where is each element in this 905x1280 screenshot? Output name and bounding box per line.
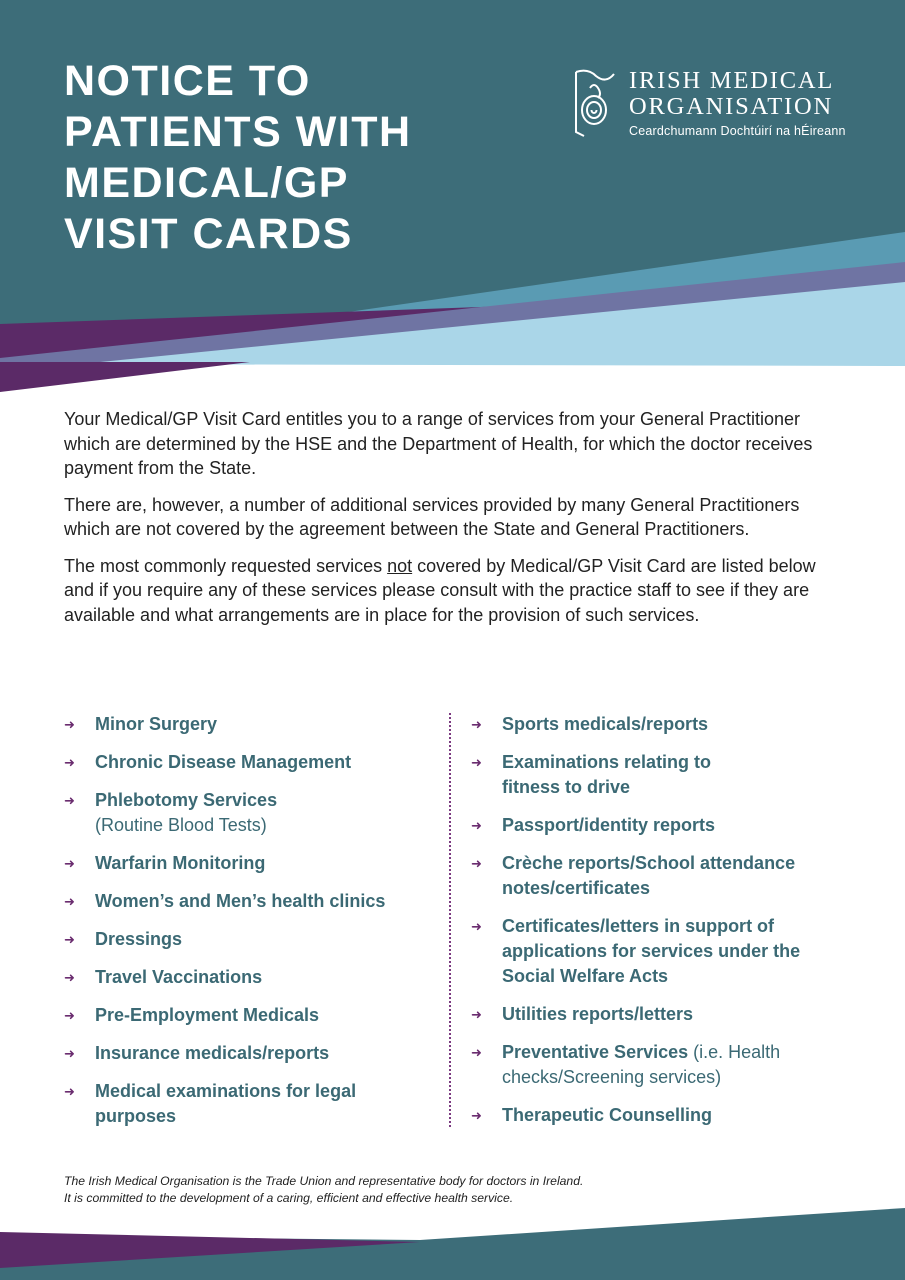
- list-item: [64, 889, 442, 914]
- arrow-right-icon: ➜: [64, 1084, 75, 1099]
- arrow-right-icon: ➜: [64, 1008, 75, 1023]
- intro-text: [64, 407, 834, 639]
- list-item: [471, 1103, 871, 1128]
- list-item: [64, 1041, 442, 1066]
- arrow-right-icon: ➜: [471, 1007, 482, 1022]
- service-name: Travel Vaccinations: [95, 967, 263, 987]
- intro-paragraph-1: Your Medical/GP Visit Card entitles you to a range of services from your General Practitioner which are determined by the HSE and the Department of Health, for which the doctor receives payment from the State.: [64, 409, 813, 478]
- list-item: [64, 750, 442, 775]
- list-item: [471, 750, 732, 800]
- service-name: Medical examinations for legal purposes: [95, 1081, 357, 1126]
- page-title: [64, 56, 412, 260]
- service-note: (Routine Blood Tests): [95, 815, 267, 835]
- list-item: [471, 1040, 852, 1090]
- list-item: [64, 1003, 442, 1028]
- service-name: Certificates/letters in support of applications for services under the Social Welfare Acts: [502, 916, 801, 986]
- arrow-right-icon: ➜: [64, 717, 75, 732]
- title-line: MEDICAL/GP: [64, 159, 349, 207]
- service-name: Minor Surgery: [95, 714, 218, 734]
- footer-background: [0, 1200, 905, 1280]
- list-item: [471, 1002, 871, 1027]
- arrow-right-icon: ➜: [64, 1046, 75, 1061]
- arrow-right-icon: ➜: [64, 793, 75, 808]
- services-list-left: [64, 712, 442, 1142]
- harp-spiral-icon: [570, 66, 622, 140]
- intro-p3-emphasis: not: [387, 555, 413, 576]
- list-item: [471, 712, 871, 737]
- title-line: VISIT CARDS: [64, 210, 353, 258]
- column-divider: [449, 713, 451, 1127]
- service-note: (i.e. Health checks/Screening services): [502, 1042, 781, 1087]
- list-item: [64, 965, 442, 990]
- imo-logo: [570, 66, 860, 146]
- arrow-right-icon: ➜: [471, 717, 482, 732]
- intro-p3-start: The most commonly requested services: [64, 555, 388, 576]
- arrow-right-icon: ➜: [64, 856, 75, 871]
- logo-line-2: ORGANISATION: [629, 93, 833, 120]
- intro-paragraph-2: There are, however, a number of additional services provided by many General Practitioners which are not covered by the agreement between the State and General Practitioners.: [64, 494, 800, 539]
- title-line: NOTICE TO: [64, 57, 311, 105]
- arrow-right-icon: ➜: [471, 755, 482, 770]
- arrow-right-icon: ➜: [471, 1108, 482, 1123]
- arrow-right-icon: ➜: [471, 1045, 482, 1060]
- list-item: [64, 1079, 442, 1129]
- arrow-right-icon: ➜: [64, 932, 75, 947]
- list-item: [471, 851, 874, 901]
- service-name: Passport/identity reports: [502, 815, 716, 835]
- list-item: [471, 914, 837, 989]
- service-name: Examinations relating to fitness to drive: [502, 752, 712, 797]
- arrow-right-icon: ➜: [64, 970, 75, 985]
- service-name: Crèche reports/School attendance notes/certificates: [502, 853, 796, 898]
- arrow-right-icon: ➜: [471, 818, 482, 833]
- footnote-line-2: It is committed to the development of a caring, efficient and effective health service.: [64, 1191, 514, 1205]
- service-name: Insurance medicals/reports: [95, 1043, 330, 1063]
- logo-wordmark: [629, 68, 846, 140]
- logo-line-1: IRISH MEDICAL: [629, 67, 835, 94]
- service-name: Utilities reports/letters: [502, 1004, 694, 1024]
- list-item: [471, 813, 871, 838]
- footnote-line-1: The Irish Medical Organisation is the Trade Union and representative body for doctors in Ireland.: [64, 1174, 584, 1188]
- service-name: Warfarin Monitoring: [95, 853, 266, 873]
- service-name: Chronic Disease Management: [95, 752, 352, 772]
- intro-paragraph-3: [64, 554, 834, 628]
- arrow-right-icon: ➜: [64, 755, 75, 770]
- arrow-right-icon: ➜: [471, 856, 482, 871]
- title-line: PATIENTS WITH: [64, 108, 412, 156]
- intro-p3-end: covered by Medical/GP Visit Card are listed below and if you require any of these services please consult with the practice staff to see if they are available and what arrangements are in place for the provision of such services.: [64, 555, 816, 625]
- services-list-right: [471, 712, 871, 1141]
- list-item: [64, 851, 442, 876]
- arrow-right-icon: ➜: [64, 894, 75, 909]
- list-item: [64, 927, 442, 952]
- service-name: Women’s and Men’s health clinics: [95, 891, 386, 911]
- service-name: Phlebotomy Services: [95, 790, 278, 810]
- service-name: Sports medicals/reports: [502, 714, 709, 734]
- service-name: Dressings: [95, 929, 183, 949]
- service-name: Preventative Services: [502, 1042, 689, 1062]
- arrow-right-icon: ➜: [471, 919, 482, 934]
- service-name: Therapeutic Counselling: [502, 1105, 713, 1125]
- logo-subtitle: Ceardchumann Dochtúirí na hÉireann: [629, 124, 846, 138]
- list-item: [64, 712, 442, 737]
- service-name: Pre-Employment Medicals: [95, 1005, 320, 1025]
- list-item: [64, 788, 442, 838]
